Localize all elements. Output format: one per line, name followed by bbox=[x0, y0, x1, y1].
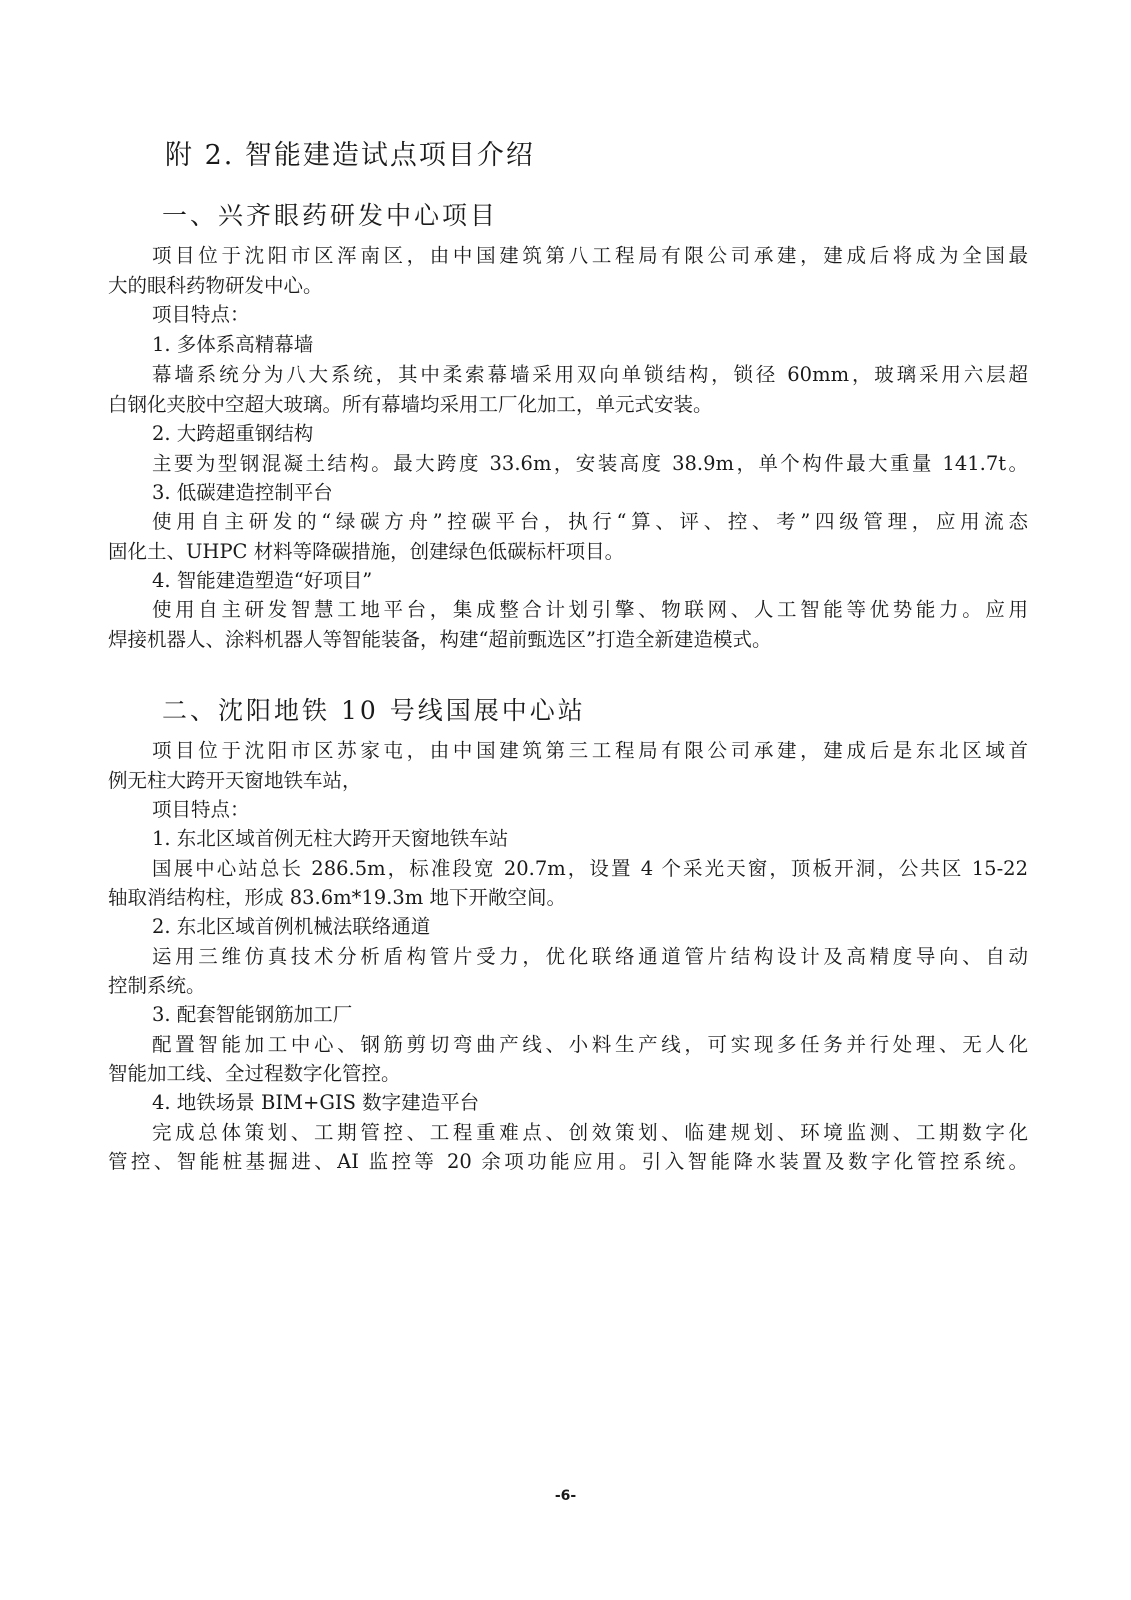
section2-feature1-heading: 1. 东北区域首例无柱大跨开天窗地铁车站 bbox=[152, 827, 509, 850]
section2-feature2-line1: 运用三维仿真技术分析盾构管片受力，优化联络通道管片结构设计及高精度导向、自动 bbox=[152, 945, 1028, 968]
section2-intro-line1: 项目位于沈阳市区苏家屯，由中国建筑第三工程局有限公司承建，建成后是东北区域首 bbox=[152, 739, 1028, 762]
section1-feature4-line2: 焊接机器人、涂料机器人等智能装备，构建“超前甄选区”打造全新建造模式。 bbox=[108, 628, 772, 651]
section2-feature4-line1: 完成总体策划、工期管控、工程重难点、创效策划、临建规划、环境监测、工期数字化 bbox=[152, 1121, 1028, 1144]
section2-intro-line2: 例无柱大跨开天窗地铁车站， bbox=[108, 769, 362, 792]
section1-feature2-heading: 2. 大跨超重钢结构 bbox=[152, 422, 314, 445]
section2-feature4-heading: 4. 地铁场景 BIM+GIS 数字建造平台 bbox=[152, 1091, 480, 1114]
section1-feature3-line2: 固化土、UHPC 材料等降碳措施，创建绿色低碳标杆项目。 bbox=[108, 540, 625, 563]
section1-feature1-line1: 幕墙系统分为八大系统，其中柔索幕墙采用双向单锁结构，锁径 60mm，玻璃采用六层超 bbox=[152, 363, 1028, 386]
section2-feature3-line1: 配置智能加工中心、钢筋剪切弯曲产线、小料生产线，可实现多任务并行处理、无人化 bbox=[152, 1033, 1028, 1056]
section2-feature2-heading: 2. 东北区域首例机械法联络通道 bbox=[152, 915, 431, 938]
section1-feature4-line1: 使用自主研发智慧工地平台，集成整合计划引擎、物联网、人工智能等优势能力。应用 bbox=[152, 598, 1028, 621]
section1-feature3-heading: 3. 低碳建造控制平台 bbox=[152, 481, 333, 504]
section1-features-label: 项目特点： bbox=[152, 303, 250, 326]
section2-heading: 二、沈阳地铁 10 号线国展中心站 bbox=[162, 696, 586, 725]
section2-feature4-line2: 管控、智能桩基掘进、AI 监控等 20 余项功能应用。引入智能降水装置及数字化管控系统。 bbox=[108, 1150, 1028, 1173]
section1-feature1-heading: 1. 多体系高精幕墙 bbox=[152, 333, 314, 356]
section2-features-label: 项目特点： bbox=[152, 798, 250, 821]
section1-intro-line2: 大的眼科药物研发中心。 bbox=[108, 274, 323, 297]
section1-feature1-line2: 白钢化夹胶中空超大玻璃。所有幕墙均采用工厂化加工，单元式安装。 bbox=[108, 393, 713, 416]
section2-feature3-line2: 智能加工线、全过程数字化管控。 bbox=[108, 1062, 401, 1085]
page-number: -6- bbox=[554, 1488, 577, 1504]
section2-feature1-line1: 国展中心站总长 286.5m，标准段宽 20.7m，设置 4 个采光天窗，顶板开洞，公共区 15-22 bbox=[152, 857, 1028, 880]
section1-heading: 一、兴齐眼药研发中心项目 bbox=[162, 201, 499, 230]
section2-feature1-line2: 轴取消结构柱，形成 83.6m*19.3m 地下开敞空间。 bbox=[108, 886, 566, 909]
section2-feature2-line2: 控制系统。 bbox=[108, 974, 206, 997]
document-title: 附 2. 智能建造试点项目介绍 bbox=[165, 140, 535, 171]
section2-feature3-heading: 3. 配套智能钢筋加工厂 bbox=[152, 1003, 353, 1026]
section1-feature3-line1: 使用自主研发的“绿碳方舟”控碳平台，执行“算、评、控、考”四级管理，应用流态 bbox=[152, 510, 1028, 533]
section1-intro-line1: 项目位于沈阳市区浑南区，由中国建筑第八工程局有限公司承建，建成后将成为全国最 bbox=[152, 244, 1028, 267]
section1-feature4-heading: 4. 智能建造塑造“好项目” bbox=[152, 569, 373, 592]
section1-feature2-line1: 主要为型钢混凝土结构。最大跨度 33.6m，安装高度 38.9m，单个构件最大重量 141.7t。 bbox=[152, 452, 1028, 475]
